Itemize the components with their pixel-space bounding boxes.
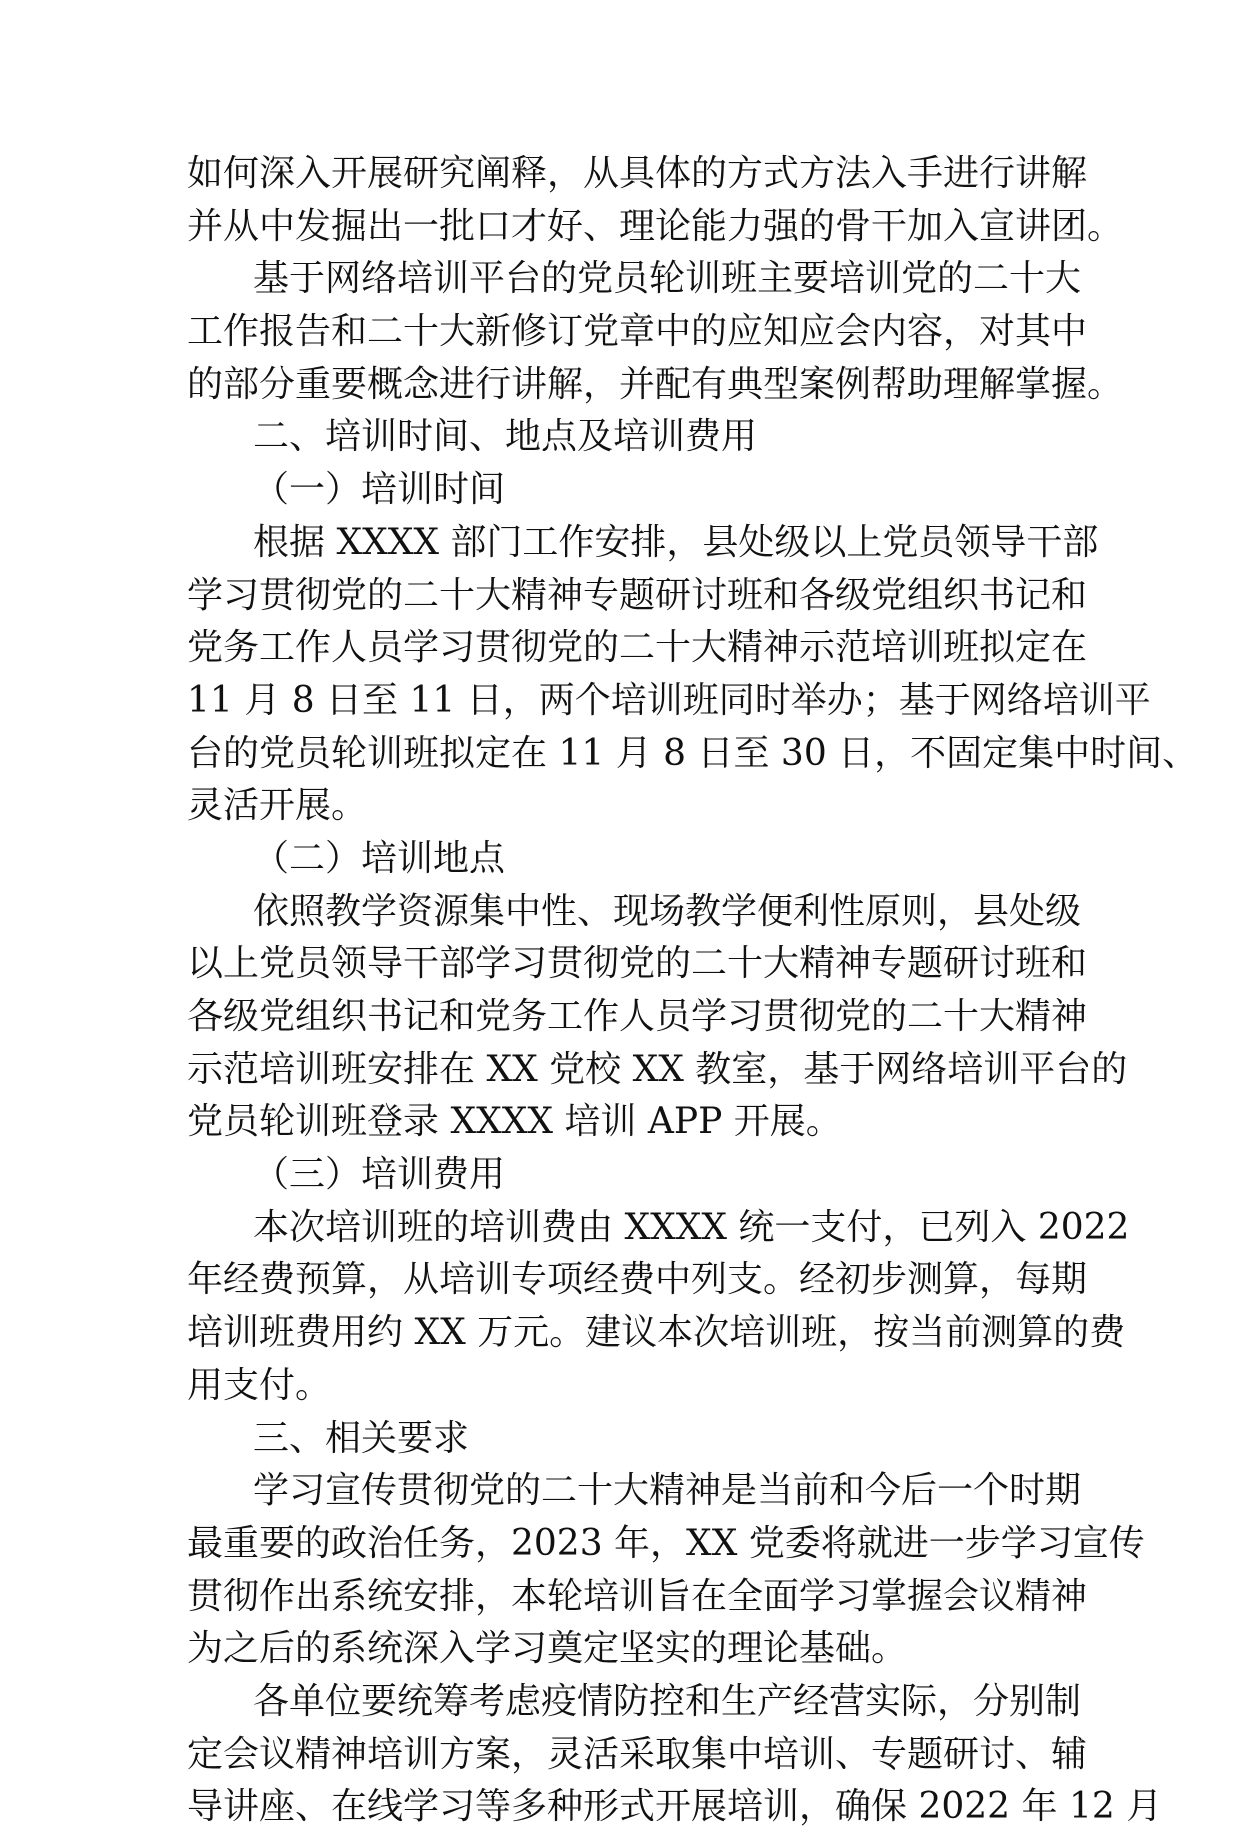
text-line: 学习贯彻党的二十大精神专题研讨班和各级党组织书记和 xyxy=(187,574,1088,616)
subsection-heading: （三）培训费用 xyxy=(253,1154,506,1196)
text-line: 贯彻作出系统安排，本轮培训旨在全面学习掌握会议精神 xyxy=(187,1575,1088,1617)
section-heading: 二、培训时间、地点及培训费用 xyxy=(253,416,758,458)
text-line: 各级党组织书记和党务工作人员学习贯彻党的二十大精神 xyxy=(187,996,1088,1037)
paragraph-start: 依照教学资源集中性、现场教学便利性原则，县处级 xyxy=(253,890,1082,932)
text-line: 台的党员轮训班拟定在 11 月 8 日至 30 日，不固定集中时间、 xyxy=(187,732,1199,774)
paragraph-start: 本次培训班的培训费由 XXXX 统一支付，已列入 2022 xyxy=(253,1206,1130,1248)
text-line: 如何深入开展研究阐释，从具体的方式方法入手进行讲解 xyxy=(187,153,1088,194)
text-line: 培训班费用约 XX 万元。建议本次培训班，按当前测算的费 xyxy=(187,1312,1126,1354)
paragraph-start: 学习宣传贯彻党的二十大精神是当前和今后一个时期 xyxy=(253,1470,1082,1512)
section-heading: 三、相关要求 xyxy=(253,1417,470,1459)
text-line: 并从中发掘出一批口才好、理论能力强的骨干加入宣讲团。 xyxy=(187,205,1124,247)
text-line: 为之后的系统深入学习奠定坚实的理论基础。 xyxy=(187,1628,908,1670)
text-line: 党员轮训班登录 XXXX 培训 APP 开展。 xyxy=(187,1101,842,1143)
text-line: 党务工作人员学习贯彻党的二十大精神示范培训班拟定在 xyxy=(187,627,1088,669)
text-line: 用支付。 xyxy=(187,1364,332,1406)
subsection-heading: （二）培训地点 xyxy=(253,837,506,879)
text-line: 年经费预算，从培训专项经费中列支。经初步测算，每期 xyxy=(187,1259,1088,1301)
paragraph-start: 根据 XXXX 部门工作安排，县处级以上党员领导干部 xyxy=(253,521,1099,563)
text-line: 灵活开展。 xyxy=(187,785,368,827)
text-line: 最重要的政治任务，2023 年，XX 党委将就进一步学习宣传 xyxy=(187,1522,1145,1564)
document-body xyxy=(187,148,1199,1834)
text-line: 的部分重要概念进行讲解，并配有典型案例帮助理解掌握。 xyxy=(187,363,1124,405)
paragraph-start: 各单位要统筹考虑疫情防控和生产经营实际，分别制 xyxy=(253,1680,1082,1722)
text-line: 以上党员领导干部学习贯彻党的二十大精神专题研讨班和 xyxy=(187,943,1088,985)
subsection-heading: （一）培训时间 xyxy=(253,469,506,511)
paragraph-start: 基于网络培训平台的党员轮训班主要培训党的二十大 xyxy=(253,258,1082,300)
text-line: 导讲座、在线学习等多种形式开展培训，确保 2022 年 12 月 xyxy=(187,1786,1163,1828)
text-line: 11 月 8 日至 11 日，两个培训班同时举办；基于网络培训平 xyxy=(187,679,1151,721)
text-line: 示范培训班安排在 XX 党校 XX 教室，基于网络培训平台的 xyxy=(187,1048,1128,1090)
text-line: 定会议精神培训方案，灵活采取集中培训、专题研讨、辅 xyxy=(187,1733,1088,1775)
text-line: 工作报告和二十大新修订党章中的应知应会内容，对其中 xyxy=(187,311,1088,353)
